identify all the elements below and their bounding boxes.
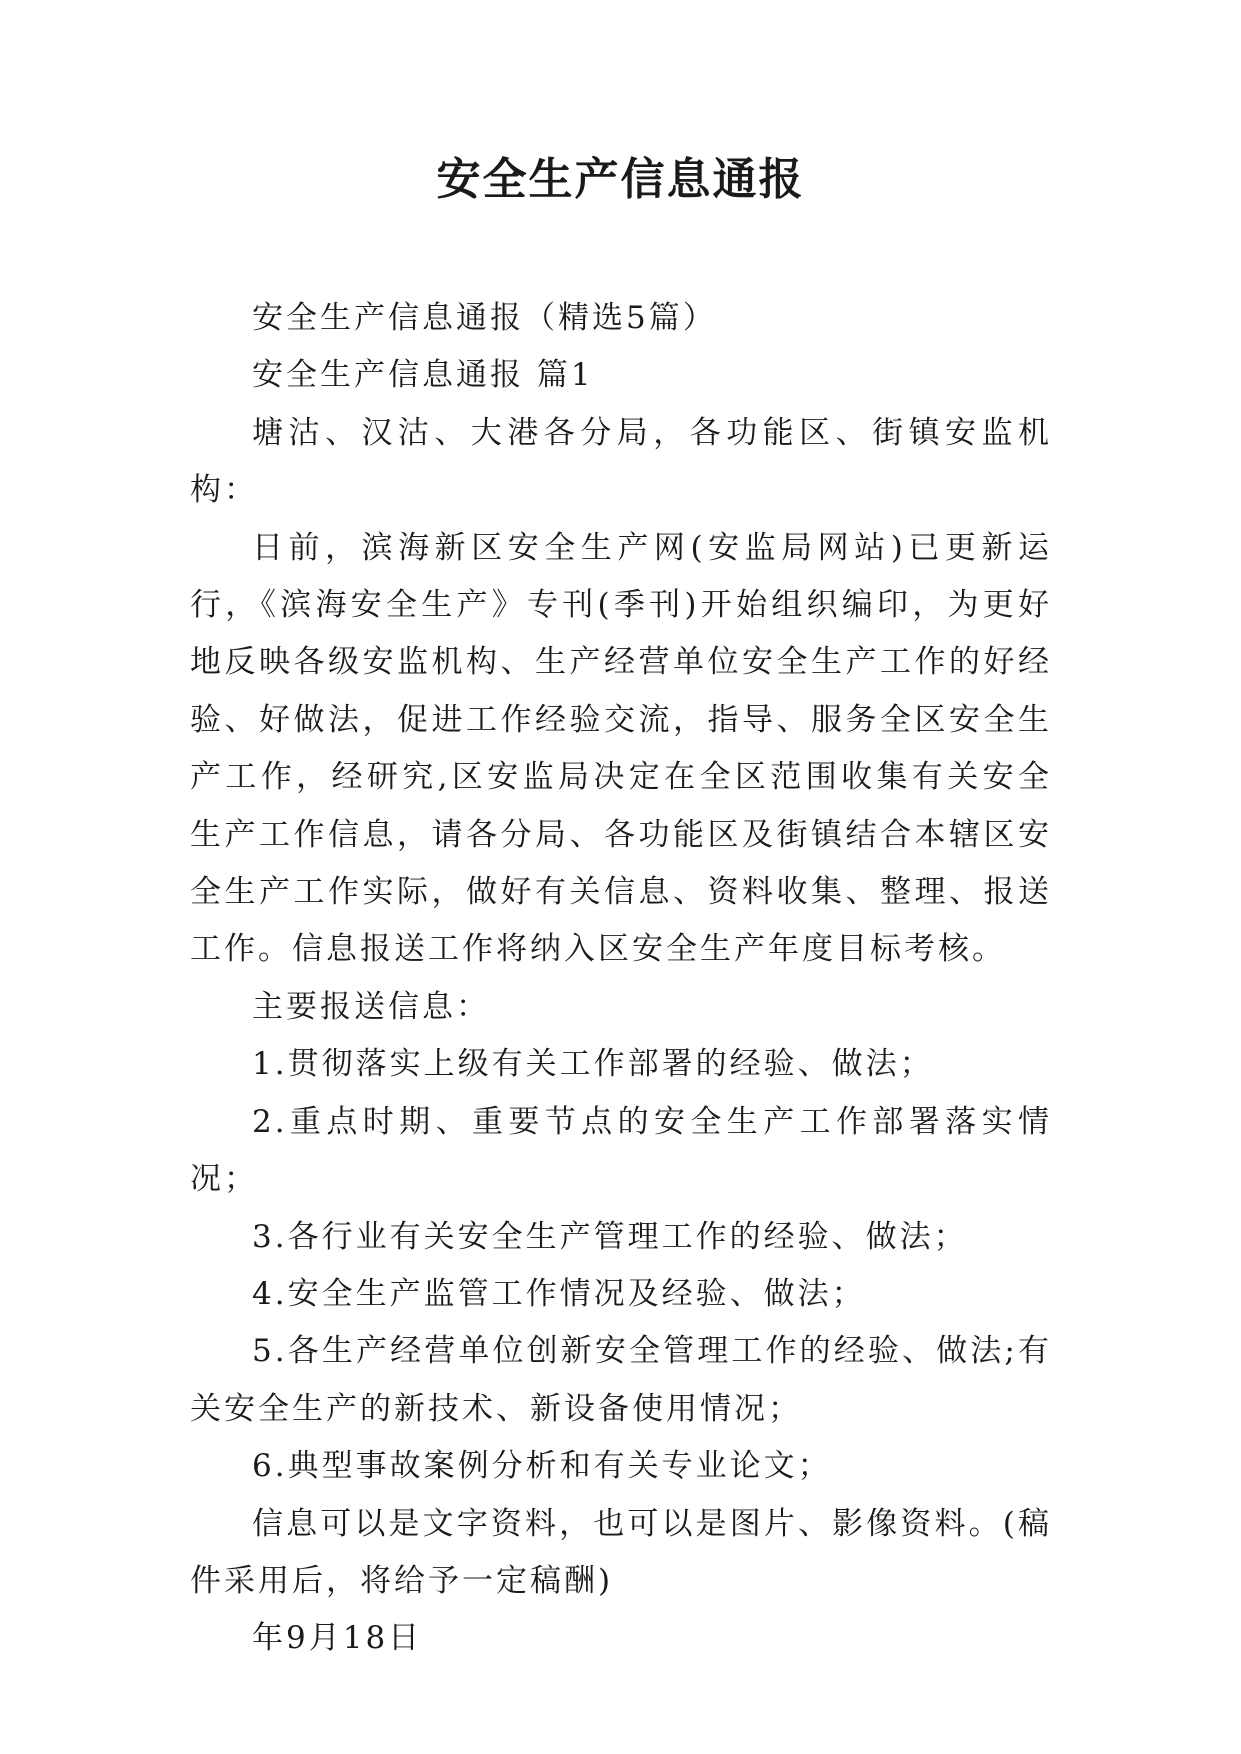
list-item-2: 2.重点时期、重要节点的安全生产工作部署落实情况； (190, 1103, 1052, 1198)
paragraph-section-heading: 安全生产信息通报 篇1 (252, 357, 594, 394)
list-item-3: 3.各行业有关安全生产管理工作的经验、做法； (252, 1218, 968, 1255)
list-item-6: 6.典型事故案例分析和有关专业论文； (252, 1448, 832, 1485)
document-title: 安全生产信息通报 (436, 154, 805, 205)
paragraph-list-intro: 主要报送信息： (252, 988, 490, 1025)
document-body (190, 290, 1052, 1668)
paragraph-salutation: 塘沽、汉沽、大港各分局，各功能区、街镇安监机构： (190, 414, 1052, 509)
list-item-1: 1.贯彻落实上级有关工作部署的经验、做法； (252, 1046, 934, 1083)
paragraph-note: 信息可以是文字资料，也可以是图片、影像资料。(稿件采用后，将给予一定稿酬) (190, 1505, 1052, 1599)
paragraph-subtitle: 安全生产信息通报（精选5篇） (252, 300, 717, 336)
paragraph-main-body: 日前，滨海新区安全生产网(安监局网站)已更新运行，《滨海安全生产》专刊(季刊)开始组织编印，为更好地反映各级安监机构、生产经营单位安全生产工作的好经验、好做法，促进工作经验交流，指导、服务全区安全生产工作，经研究,区安监局决定在全区范围收集有关安全生产工作信息，请各分局、各功能区及街镇结合本辖区安全生产工作实际，做好有关信息、资料收集、整理、报送工作。信息报送工作将纳入区安全生产年度目标考核。 (190, 529, 1052, 968)
list-item-4: 4.安全生产监管工作情况及经验、做法； (252, 1275, 866, 1312)
paragraph-date: 年9月18日 (252, 1620, 423, 1657)
list-item-5: 5.各生产经营单位创新安全管理工作的经验、做法;有关安全生产的新技术、新设备使用情况； (190, 1333, 1052, 1427)
